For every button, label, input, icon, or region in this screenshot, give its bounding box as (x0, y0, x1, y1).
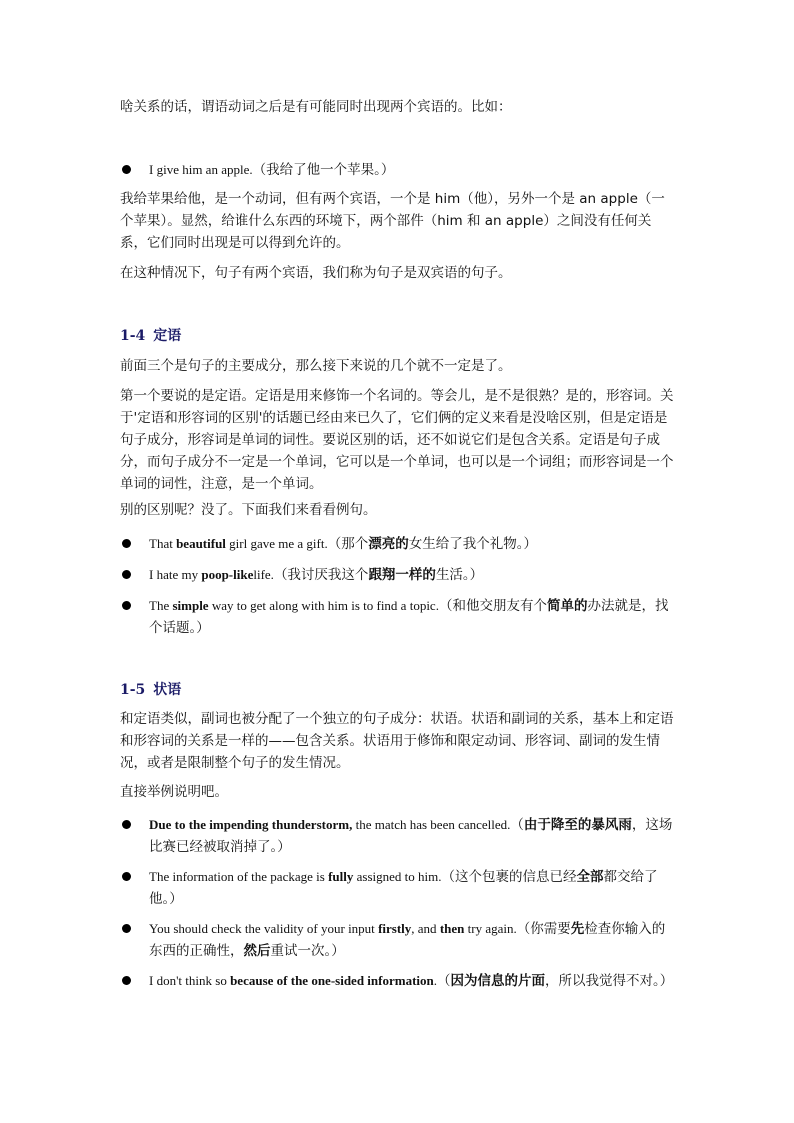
bullet-icon (122, 165, 131, 174)
bullet-icon (122, 924, 131, 933)
example-adverbial-2: The information of the package is fully assigned to him.（这个包裹的信息已经全部都交给了他。） (120, 866, 676, 910)
bullet-icon (122, 570, 131, 579)
bullet-icon (122, 976, 131, 985)
bullet-icon (122, 872, 131, 881)
example-double-object (120, 159, 676, 181)
paragraph-1-5-a: 和定语类似，副词也被分配了一个独立的句子成分：状语。状语和副词的关系，基本上和定语和形容词的关系是一样的——包含关系。状语用于修饰和限定动词、形容词、副词的发生情况，或者是限制整个句子的发生情况。 (120, 711, 674, 771)
section-title: 状语 (153, 682, 182, 698)
example-attributive-3: The simple way to get along with him is to find a topic.（和他交朋友有个简单的办法就是，找个话题。） (120, 595, 676, 639)
paragraph-1-5-b: 直接举例说明吧。 (120, 784, 228, 800)
paragraph-1-4-a: 前面三个是句子的主要成分，那么接下来说的几个就不一定是了。 (120, 358, 512, 374)
section-heading-1-4 (120, 325, 181, 345)
example-attributive-1: That beautiful girl gave me a gift.（那个漂亮的女生给了我个礼物。） (120, 533, 676, 555)
bullet-icon (122, 539, 131, 548)
bullet-icon (122, 601, 131, 610)
section-title: 定语 (153, 328, 182, 344)
example-adverbial-4: I don't think so because of the one-sided information.（因为信息的片面，所以我觉得不对。） (120, 970, 676, 992)
example-attributive-2: I hate my poop-likelife.（我讨厌我这个跟翔一样的生活。） (120, 564, 676, 586)
example-chinese: （我给了他一个苹果。） (252, 162, 395, 178)
paragraph-1-4-c: 别的区别呢？没了。下面我们来看看例句。 (120, 502, 377, 518)
bullet-icon (122, 820, 131, 829)
paragraph-explain-2: 在这种情况下，句子有两个宾语，我们称为句子是双宾语的句子。 (120, 265, 512, 281)
paragraph-1-4-b: 第一个要说的是定语。定语是用来修饰一个名词的。等会儿，是不是很熟？是的，形容词。关于'定语和形容词的区别'的话题已经由来已久了，它们俩的定义来看是没啥区别，但是定语是句子成分，形容词是单词的词性。要说区别的话，还不如说它们是包含关系。定语是句子成分，而句子成分不一定是一个单词，它可以是一个单词，也可以是一个词组；而形容词是一个单词的词性，注意，是一个单词。 (120, 388, 674, 492)
example-english: I give him an apple. (149, 162, 253, 177)
section-number: 1-4 (120, 328, 146, 344)
example-adverbial-1: Due to the impending thunderstorm, the match has been cancelled.（由于降至的暴风雨，这场比赛已经被取消掉了。） (120, 814, 676, 858)
paragraph-explain-1: 我给苹果给他，是一个动词，但有两个宾语，一个是 him（他），另外一个是 an apple（一个苹果）。显然，给谁什么东西的环境下，两个部件（him 和 an apple）之间没有任何关系，它们同时出现是可以得到允许的。 (120, 191, 665, 251)
section-heading-1-5 (120, 679, 181, 699)
example-adverbial-3: You should check the validity of your input firstly, and then try again.（你需要先检查你输入的东西的正确性，然后重试一次。） (120, 918, 676, 962)
section-number: 1-5 (120, 682, 146, 698)
paragraph-intro: 啥关系的话，谓语动词之后是有可能同时出现两个宾语的。比如： (120, 99, 512, 115)
